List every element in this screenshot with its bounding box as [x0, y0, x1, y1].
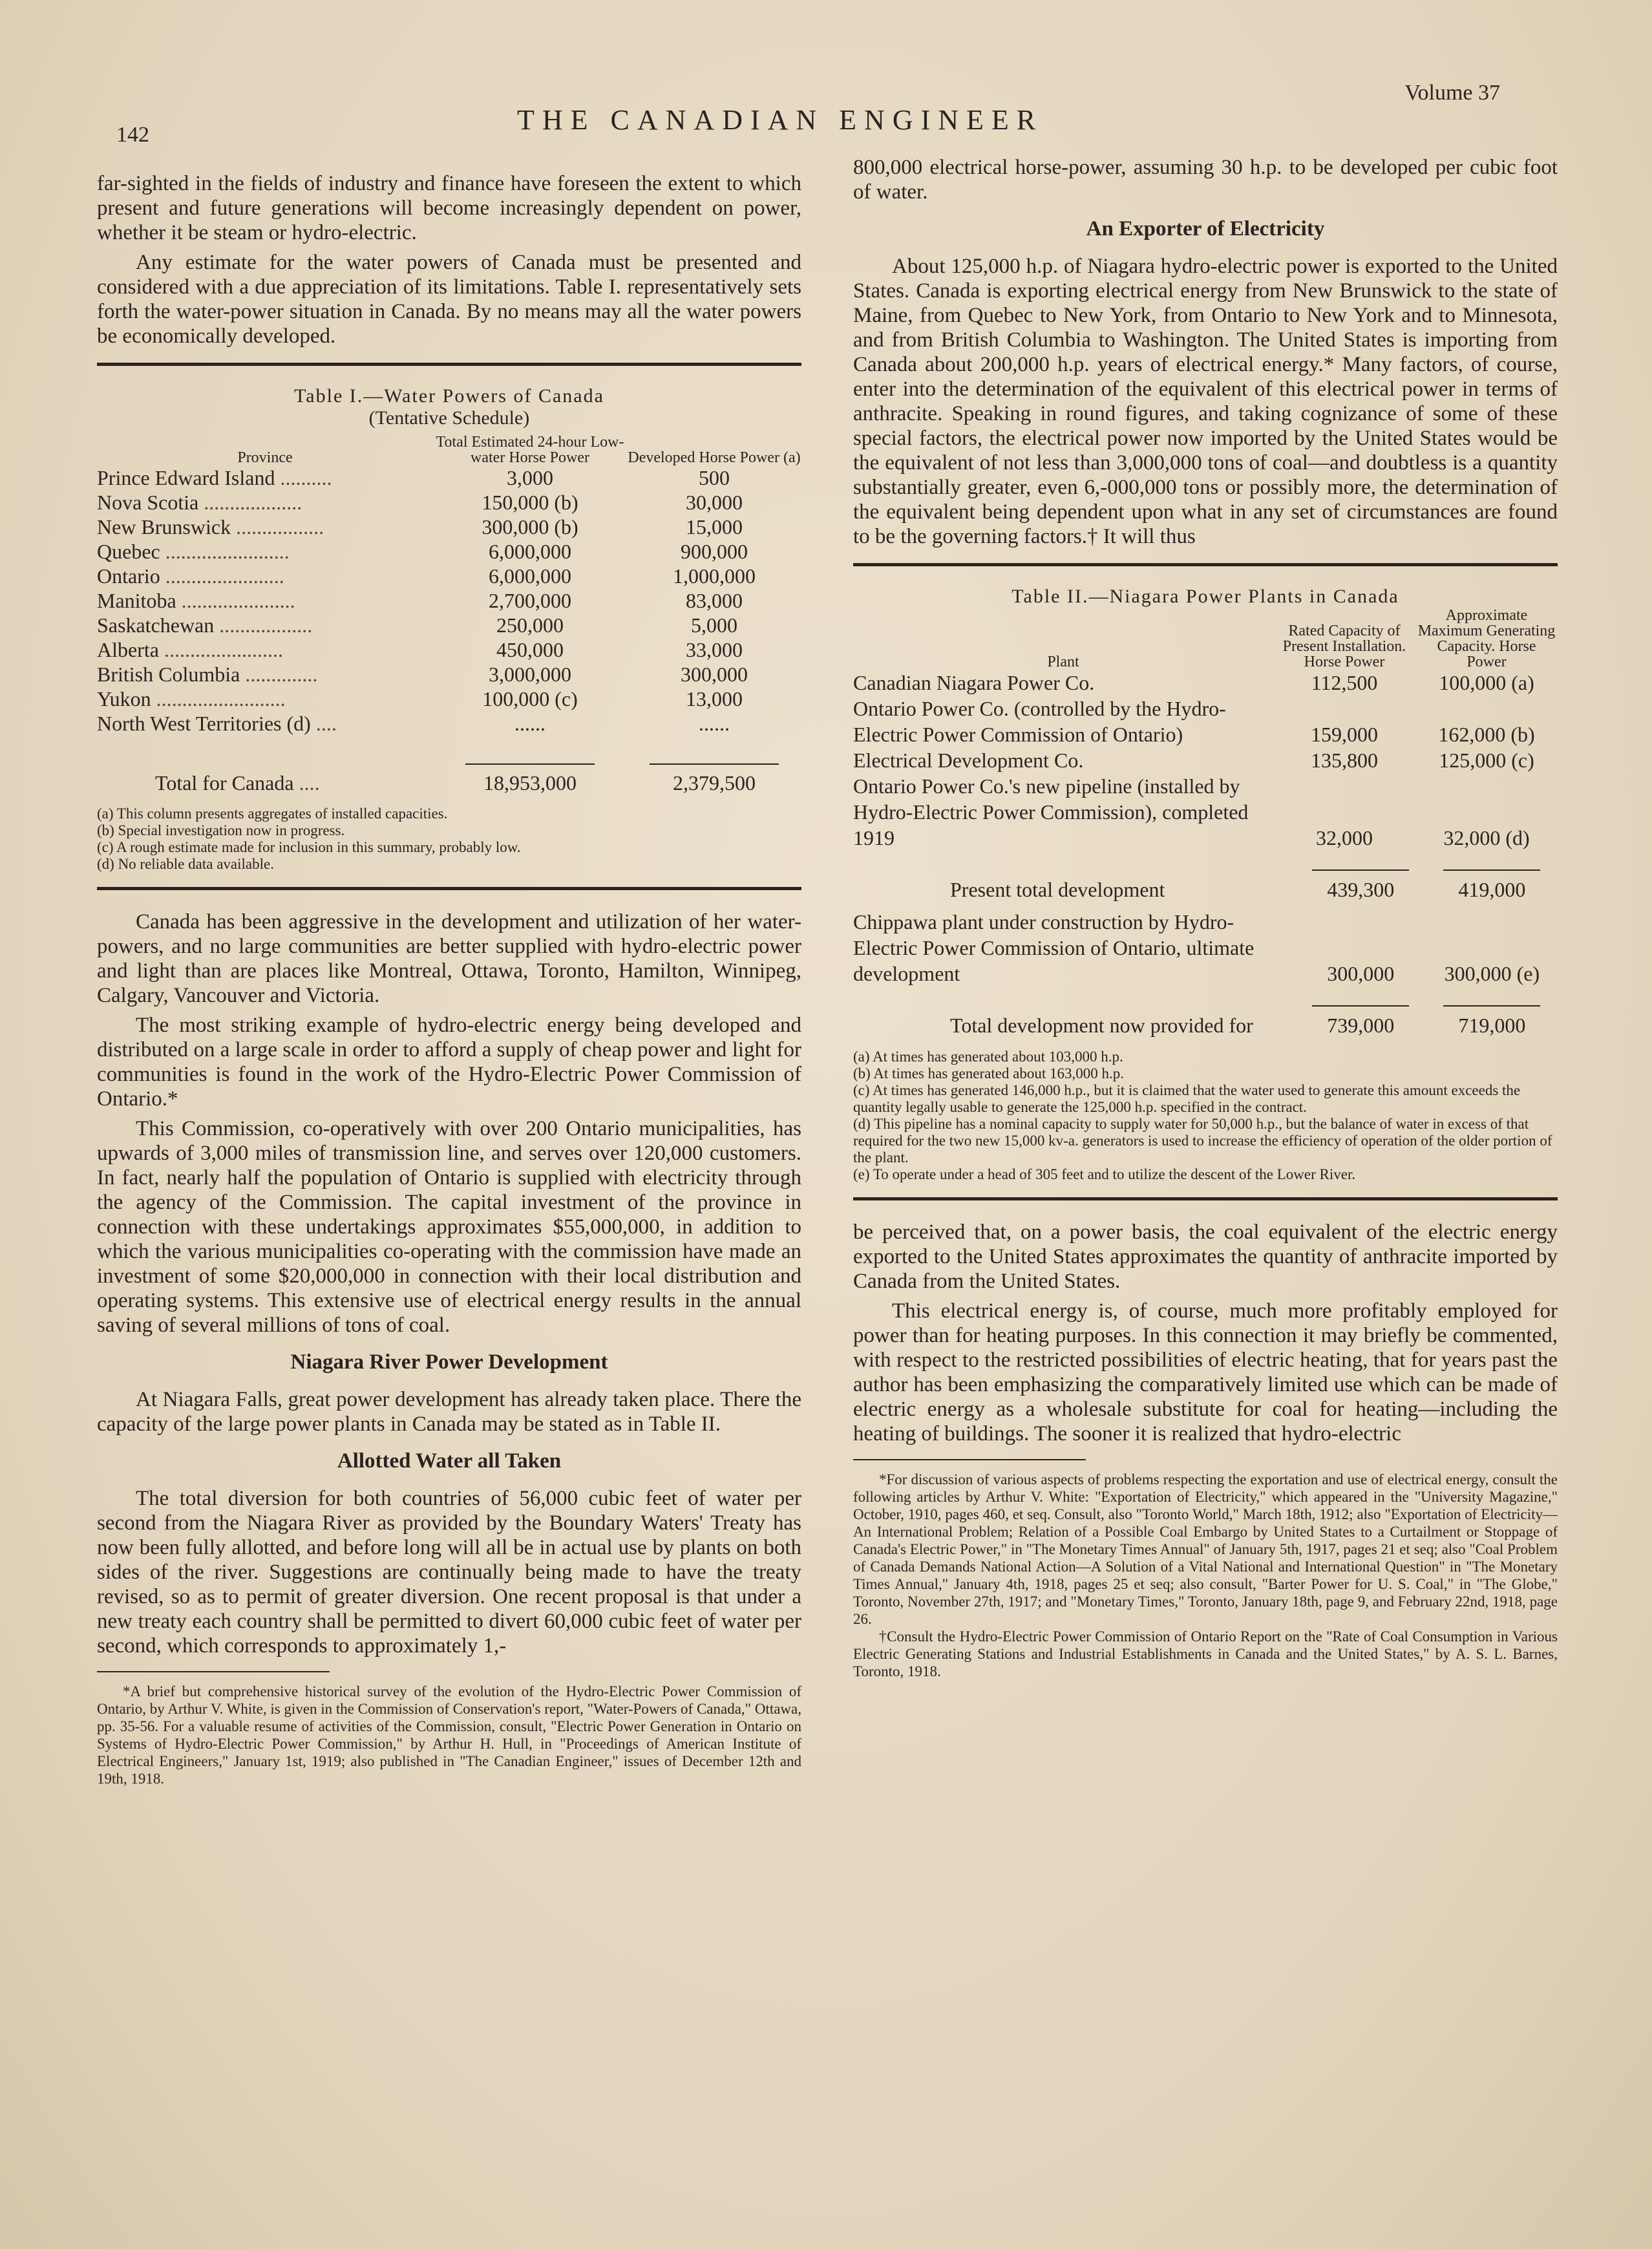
volume-label: Volume 37 — [1404, 81, 1500, 105]
sum-line — [1312, 1005, 1409, 1007]
table-row — [853, 773, 1558, 851]
table-note: (a) At times has generated about 103,000 h.p. — [853, 1049, 1123, 1065]
rated-capacity: 32,000 — [1316, 826, 1373, 849]
table-note: (d) No reliable data available. — [97, 856, 274, 872]
table-2-grid — [853, 608, 1558, 851]
rated-capacity: 159,000 — [1311, 723, 1378, 746]
table-row — [97, 465, 801, 490]
total-developed: 2,379,500 — [673, 771, 756, 794]
rated-capacity: 135,800 — [1311, 749, 1378, 772]
paragraph: This electrical energy is, of course, much more profitably employed for power than for heating purposes. In this connection it may briefly be commented, with respect to the restricted possibilities of electric heating, that for years past the author has been emphasizing the comparatively limited use which can be made of electric energy as a wholesale substitute for coal for heating—including the heating of buildings. The sooner it is realized that hydro-electric — [853, 1299, 1558, 1445]
low-water-value: 150,000 (b) — [482, 491, 578, 514]
developed-value: 15,000 — [686, 515, 743, 538]
table-note: (c) A rough estimate made for inclusion in this summary, probably low. — [97, 839, 521, 855]
column-header-plant: Plant — [1047, 654, 1079, 670]
rated-capacity: 112,500 — [1311, 671, 1378, 694]
section-heading: Allotted Water all Taken — [337, 1449, 562, 1473]
paragraph: The most striking example of hydro-electric energy being developed and distributed on a large scale in order to afford a supply of cheap power and light for communities is found in the work of the Hydro-Electric Power Commission of Ontario.* — [97, 1014, 801, 1111]
maximum-capacity: 125,000 (c) — [1439, 749, 1534, 772]
paragraph: At Niagara Falls, great power development has already taken place. There the capacity of the large power plants in Canada may be stated as in Table II. — [97, 1388, 801, 1436]
province-name: Prince Edward Island .......... — [97, 466, 332, 489]
low-water-value: 250,000 — [496, 613, 564, 637]
column-header-maximum: Approximate Maximum Generating Capacity. Horse Power — [1417, 607, 1556, 670]
grand-total-max: 719,000 — [1458, 1014, 1526, 1037]
low-water-value: 3,000 — [507, 466, 553, 489]
table-2 — [853, 586, 1558, 1183]
footnote-divider — [97, 1671, 330, 1672]
developed-value: ...... — [699, 712, 730, 735]
chippawa-label: Chippawa plant under construction by Hydro-Electric Power Commission of Ontario, ultimate development — [853, 910, 1255, 985]
footnote-divider — [853, 1459, 1086, 1460]
plant-name: Electrical Development Co. — [853, 749, 1084, 772]
chippawa-rated: 300,000 — [1327, 962, 1395, 985]
paragraph: The total diversion for both countries of 56,000 cubic feet of water per second from the Niagara River as provided by the Boundary Waters' Treaty has now been fully allotted, and before long will all be in actual use by plants on both sides of the river. Suggestions are continually being made to have the treaty revised, so as to permit of greater diversion. One recent proposal is that under a new treaty each country shall be permitted to divert 60,000 cubic feet of water per second, which corresponds to approximately 1,- — [97, 1487, 801, 1657]
paragraph: far-sighted in the fields of industry and finance have foreseen the extent to which present and future generations will become increasingly dependent on power, whether it be steam or hydro-electric. — [97, 172, 801, 244]
footnote: *A brief but comprehensive historical survey of the evolution of the Hydro-Electric Power Commission of Ontario, by Arthur V. White, is given in the Commission of Conservation's report, "Water-Powers of Canada," Ottawa, pp. 35-56. For a valuable resume of activities of the Commission, consult, "Electric Power Generation in Ontario on Systems of Hydro-Electric Power Commission," by Arthur H. Hull, in "Proceedings of American Institute of Electrical Engineers," January 1st, 1919; also published in "The Canadian Engineer," issues of December 12th and 19th, 1918. — [97, 1683, 801, 1787]
low-water-value: 300,000 (b) — [482, 515, 578, 538]
paragraph: Canada has been aggressive in the development and utilization of her water-powers, and no large communities are better supplied with hydro-electric power and light than are places like Montreal, Ottawa, Toronto, Hamilton, Winnipeg, Calgary, Vancouver and Victoria. — [97, 910, 801, 1007]
table-note: (e) To operate under a head of 305 feet and to utilize the descent of the Lower River. — [853, 1166, 1356, 1182]
table-row — [97, 564, 801, 588]
paragraph: 800,000 electrical horse-power, assuming 30 h.p. to be developed per cubic foot of water. — [853, 156, 1558, 204]
plant-name: Ontario Power Co.'s new pipeline (installed by Hydro-Electric Power Commission), completed 1919 — [853, 774, 1249, 849]
plant-name: Canadian Niagara Power Co. — [853, 671, 1095, 694]
table-1-subtitle: (Tentative Schedule) — [368, 407, 530, 429]
present-total-rated: 439,300 — [1327, 878, 1395, 901]
table-1-title: Table I.—Water Powers of Canada — [294, 385, 604, 407]
maximum-capacity: 162,000 (b) — [1438, 723, 1535, 746]
column-header-developed: Developed Horse Power (a) — [628, 449, 801, 466]
developed-value: 30,000 — [686, 491, 743, 514]
low-water-value: 6,000,000 — [489, 564, 571, 588]
table-note: (a) This column presents aggregates of installed capacities. — [97, 805, 448, 822]
table-1-notes — [97, 805, 801, 873]
column-header-province: Province — [237, 449, 293, 466]
divider — [853, 1197, 1558, 1200]
paragraph: Any estimate for the water powers of Canada must be presented and considered with a due appreciation of its limitations. Table I. representatively sets forth the water-power situation in Canada. By no means may all the water powers be economically developed. — [97, 251, 801, 348]
province-name: New Brunswick ................. — [97, 515, 324, 538]
footnote: *For discussion of various aspects of problems respecting the exportation and use of electrical energy, consult the following articles by Arthur V. White: "Exportation of Electricity," which appeared in the "University Magazine," October, 1910, pages 460, et seq. Consult, also "Toronto World," March 18th, 1912; also "Exportation of Electricity—An International Problem; Relation of a Possible Coal Embargo by United States to a Curtailment or Stoppage of Canada's Electric Power," in "The Monetary Times Annual" of January 5th, 1917, pages 21 et seq; also "Coal Problem of Canada Demands National Action—A Solution of a Vital National and International Question" in "The Monetary Times Annual," January 4th, 1918, pages 25 et seq; also consult, "Barter Power for U. S. Coal," in "The Globe," Toronto, November 27th, 1917; and "Monetary Times," Toronto, January 18th, page 9, and February 22nd, 1918, page 26. — [853, 1471, 1558, 1627]
low-water-value: 100,000 (c) — [482, 687, 578, 710]
table-row — [97, 539, 801, 564]
table-2-totals — [853, 851, 1558, 1038]
province-name: Alberta ....................... — [97, 638, 283, 661]
column-header-rated: Rated Capacity of Present Installation. Horse Power — [1282, 623, 1406, 670]
footnote: †Consult the Hydro-Electric Power Commission of Ontario Report on the "Rate of Coal Consumption in Various Electric Generating Stations and Industrial Establishments in Canada and the United States," by A. S. L. Barnes, Toronto, 1918. — [853, 1628, 1558, 1679]
developed-value: 900,000 — [681, 540, 748, 563]
column-header-low-water: Total Estimated 24-hour Low-water Horse Power — [436, 434, 624, 466]
table-row — [97, 711, 801, 736]
page-number: 142 — [116, 123, 149, 147]
developed-value: 500 — [699, 466, 730, 489]
right-column — [853, 155, 1558, 1680]
province-name: Yukon ......................... — [97, 687, 286, 710]
table-row — [853, 696, 1558, 747]
plant-name: Ontario Power Co. (controlled by the Hydro-Electric Power Commission of Ontario) — [853, 697, 1226, 746]
table-row — [97, 662, 801, 687]
divider — [97, 363, 801, 366]
left-column — [97, 171, 801, 1787]
grand-total-rated: 739,000 — [1327, 1014, 1395, 1037]
province-name: Nova Scotia ................... — [97, 491, 302, 514]
low-water-value: 450,000 — [496, 638, 564, 661]
table-note: (b) At times has generated about 163,000 h.p. — [853, 1065, 1125, 1082]
developed-value: 13,000 — [686, 687, 743, 710]
developed-value: 5,000 — [691, 613, 737, 637]
province-name: Saskatchewan .................. — [97, 613, 313, 637]
developed-value: 300,000 — [681, 663, 748, 686]
sum-line — [650, 763, 779, 765]
table-row — [853, 747, 1558, 773]
total-low-water: 18,953,000 — [483, 771, 577, 794]
paragraph: This Commission, co-operatively with over 200 Ontario municipalities, has upwards of 3,000 miles of transmission line, and serves over 120,000 customers. In fact, nearly half the population of Ontario is supplied with electricity through the agency of the Commission. The capital investment of the province in connection with these undertakings approximates $55,000,000, in addition to which the various municipalities co-operating with the commission have made an investment of some $20,000,000 in connection with their local distribution and operating systems. This extensive use of electrical energy results in the annual saving of several millions of tons of coal. — [97, 1117, 801, 1337]
section-heading: Niagara River Power Development — [290, 1350, 608, 1374]
province-name: North West Territories (d) .... — [97, 712, 337, 735]
grand-total-label: Total development now provided for — [950, 1014, 1253, 1037]
table-1-grid — [97, 434, 801, 736]
chippawa-max: 300,000 (e) — [1444, 962, 1540, 985]
province-name: Quebec ........................ — [97, 540, 290, 563]
divider — [97, 887, 801, 890]
table-2-title: Table II.—Niagara Power Plants in Canada — [1011, 586, 1399, 607]
sum-line — [465, 763, 595, 765]
present-total-max: 419,000 — [1458, 878, 1526, 901]
table-row — [97, 588, 801, 613]
journal-title: THE CANADIAN ENGINEER — [517, 104, 1044, 136]
sum-line — [1443, 869, 1540, 871]
developed-value: 1,000,000 — [673, 564, 756, 588]
maximum-capacity: 100,000 (a) — [1439, 671, 1534, 694]
table-note: (b) Special investigation now in progress. — [97, 822, 345, 838]
paragraph: About 125,000 h.p. of Niagara hydro-electric power is exported to the United States. Canada is exporting electrical energy from New Brunswick to the state of Maine, from Quebec to New York, from Ontario to New York and to Minnesota, and from British Columbia to Washington. The United States is importing from Canada about 200,000 h.p. years of electrical energy.* Many factors, of course, enter into the determination of the equivalent of this electrical power in terms of anthracite. Speaking in round figures, and taking cognizance of some of these special factors, the electrical power now imported by the United States would be the equivalent of not less than 3,000,000 tons of coal—and doubtless is a quantity substantially greater, even 6,-000,000 tons or possibly more, the determination of the equivalent being dependent upon what in any set of circumstances are found to be the governing factors.† It will thus — [853, 255, 1558, 548]
low-water-value: 3,000,000 — [489, 663, 571, 686]
table-row — [97, 490, 801, 515]
table-row — [853, 670, 1558, 696]
developed-value: 83,000 — [686, 589, 743, 612]
table-row — [97, 637, 801, 662]
low-water-value: 2,700,000 — [489, 589, 571, 612]
maximum-capacity: 32,000 (d) — [1443, 826, 1530, 849]
table-2-notes — [853, 1049, 1558, 1183]
sum-line — [1443, 1005, 1540, 1007]
table-row — [97, 613, 801, 637]
table-1 — [97, 385, 801, 873]
table-row — [97, 515, 801, 539]
present-total-label: Present total development — [950, 878, 1165, 901]
low-water-value: ...... — [514, 712, 545, 735]
table-note: (c) At times has generated 146,000 h.p., but it is claimed that the water used to generate this amount exceeds the quantity legally usable to generate the 125,000 h.p. specified in the contract. — [853, 1082, 1521, 1115]
low-water-value: 6,000,000 — [489, 540, 571, 563]
paragraph: be perceived that, on a power basis, the coal equivalent of the electric energy exported to the United States approximates the quantity of anthracite imported by Canada from the United States. — [853, 1220, 1558, 1293]
divider — [853, 563, 1558, 566]
table-1-total — [97, 736, 801, 795]
table-note: (d) This pipeline has a nominal capacity to supply water for 50,000 h.p., but the balance of water in excess of that required for the two new 15,000 kv-a. generators is used to increase the efficiency of operation of the older portion of the plant. — [853, 1116, 1552, 1166]
province-name: Manitoba ...................... — [97, 589, 295, 612]
developed-value: 33,000 — [686, 638, 743, 661]
province-name: Ontario ....................... — [97, 564, 284, 588]
section-heading: An Exporter of Electricity — [1086, 217, 1325, 240]
table-row — [97, 687, 801, 711]
total-label: Total for Canada .... — [155, 771, 320, 794]
province-name: British Columbia .............. — [97, 663, 318, 686]
sum-line — [1312, 869, 1409, 871]
